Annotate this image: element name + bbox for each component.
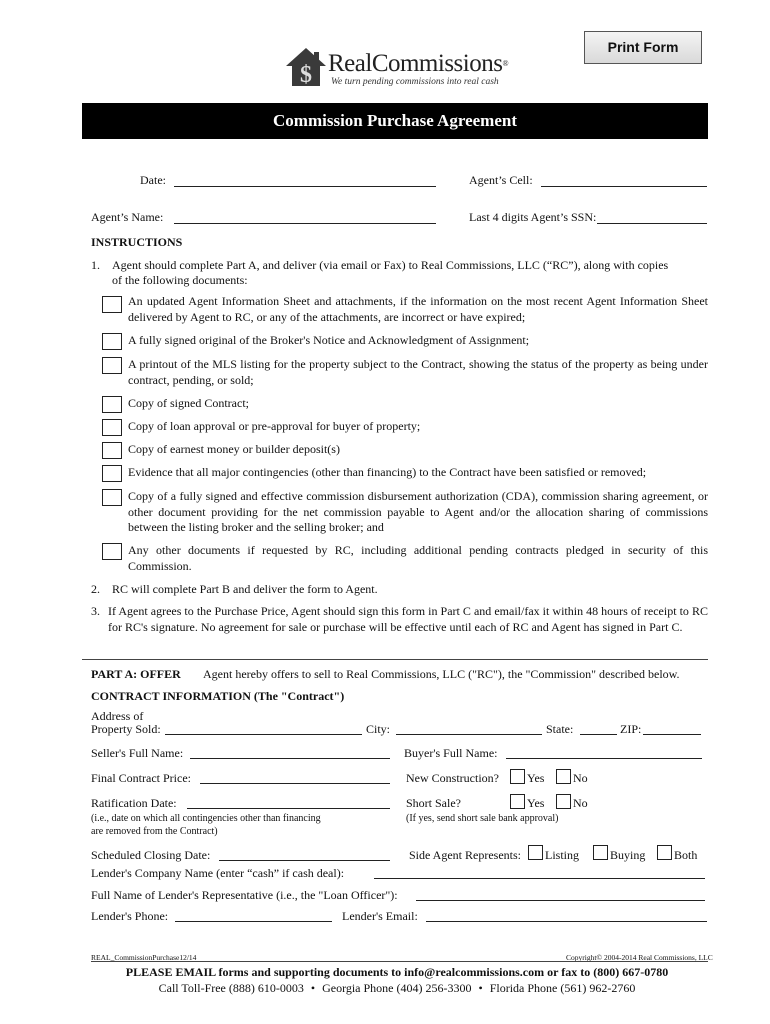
checkbox-earnest-money[interactable] (102, 442, 122, 459)
checklist-item: Any other documents if requested by RC, including additional pending contracts pledged in security of this Commission. (128, 543, 708, 573)
logo-brand: RealCommissions (328, 50, 503, 77)
lender-company-input[interactable] (374, 878, 705, 879)
short-sale-yes-checkbox[interactable] (510, 794, 525, 809)
svg-text:$: $ (300, 62, 312, 88)
buyer-label: Buyer's Full Name: (404, 746, 498, 760)
both-label: Both (674, 848, 698, 862)
lender-email-input[interactable] (426, 921, 707, 922)
item-1-number: 1. (91, 258, 100, 272)
short-sale-label: Short Sale? (406, 796, 461, 810)
ratification-note-line-2: are removed from the Contract) (91, 826, 218, 837)
short-sale-note: (If yes, send short sale bank approval) (406, 813, 559, 824)
checkbox-signed-contract[interactable] (102, 396, 122, 413)
date-label: Date: (140, 173, 166, 187)
state-input[interactable] (580, 734, 617, 735)
logo-tagline: We turn pending commissions into real cash (331, 77, 499, 87)
both-checkbox[interactable] (657, 845, 672, 860)
item-2-number: 2. (91, 582, 100, 596)
logo (284, 46, 514, 92)
price-label: Final Contract Price: (91, 771, 191, 785)
item-3-number: 3. (91, 604, 100, 618)
ssn-input[interactable] (597, 223, 707, 224)
divider (82, 659, 708, 660)
agents-cell-input[interactable] (541, 186, 707, 187)
ratification-input[interactable] (187, 808, 390, 809)
ssn-label: Last 4 digits Agent’s SSN: (469, 210, 597, 224)
closing-label: Scheduled Closing Date: (91, 848, 211, 862)
seller-label: Seller's Full Name: (91, 746, 184, 760)
georgia-phone: Georgia Phone (404) 256-3300 (322, 981, 472, 995)
agents-name-label: Agent’s Name: (91, 210, 164, 224)
instructions-heading: INSTRUCTIONS (91, 235, 183, 249)
seller-input[interactable] (190, 758, 390, 759)
checklist-item: Copy of earnest money or builder deposit(s) (128, 442, 340, 456)
house-dollar-icon (284, 46, 328, 88)
checkbox-agent-info-sheet[interactable] (102, 296, 122, 313)
closing-input[interactable] (219, 860, 390, 861)
ratification-note-line-1: (i.e., date on which all contingencies other than financing (91, 813, 321, 824)
loan-officer-label: Full Name of Lender's Representative (i.e., the "Loan Officer"): (91, 888, 398, 902)
agents-cell-label: Agent’s Cell: (469, 173, 533, 187)
buying-label: Buying (610, 848, 646, 862)
print-form-button[interactable]: Print Form (584, 31, 702, 64)
part-a-text: Agent hereby offers to sell to Real Commissions, LLC ("RC"), the "Commission" described below. (203, 667, 680, 681)
phone-numbers (82, 980, 712, 996)
page-title: Commission Purchase Agreement (82, 103, 708, 139)
listing-checkbox[interactable] (528, 845, 543, 860)
part-a-heading: PART A: OFFER (91, 667, 181, 681)
checklist-item: Evidence that all major contingencies (other than financing) to the Contract have been satisfied or removed; (128, 465, 647, 479)
item-1-line-1: Agent should complete Part A, and deliver (via email or Fax) to Real Commissions, LLC (“RC”), along with copies (112, 258, 669, 272)
buying-checkbox[interactable] (593, 845, 608, 860)
new-construction-no-label: No (573, 771, 588, 785)
bullet-separator: • (478, 981, 483, 995)
checkbox-mls-printout[interactable] (102, 357, 122, 374)
item-1-line-2: of the following documents: (112, 273, 248, 287)
checkbox-loan-approval[interactable] (102, 419, 122, 436)
email-instructions: PLEASE EMAIL forms and supporting documents to info@realcommissions.com or fax to (800) 667-0780 (125, 965, 669, 979)
checkbox-contingencies[interactable] (102, 465, 122, 482)
lender-phone-input[interactable] (175, 921, 332, 922)
listing-label: Listing (545, 848, 580, 862)
lender-phone-label: Lender's Phone: (91, 909, 169, 923)
checkbox-cda[interactable] (102, 489, 122, 506)
toll-free-phone: Call Toll-Free (888) 610-0003 (158, 981, 304, 995)
checklist-item: Copy of loan approval or pre-approval for buyer of property; (128, 419, 421, 433)
city-label: City: (366, 722, 391, 736)
new-construction-label: New Construction? (406, 771, 499, 785)
copyright: Copyright© 2004-2014 Real Commissions, LLC (566, 953, 713, 962)
new-construction-no-checkbox[interactable] (556, 769, 571, 784)
loan-officer-input[interactable] (416, 900, 705, 901)
side-agent-label: Side Agent Represents: (409, 848, 521, 862)
lender-company-label: Lender's Company Name (enter “cash” if cash deal): (91, 866, 345, 880)
short-sale-no-checkbox[interactable] (556, 794, 571, 809)
bullet-separator: • (310, 981, 316, 995)
item-2-text: RC will complete Part B and deliver the form to Agent. (112, 582, 378, 596)
address-label-line-1: Address of (91, 709, 144, 723)
zip-input[interactable] (643, 734, 701, 735)
footer-divider (91, 961, 708, 962)
new-construction-yes-checkbox[interactable] (510, 769, 525, 784)
checklist-item: A printout of the MLS listing for the property subject to the Contract, showing the status of the property as being under contract, pending, or sold; (128, 357, 708, 387)
lender-email-label: Lender's Email: (342, 909, 418, 923)
new-construction-yes-label: Yes (527, 771, 545, 785)
logo-registered: ® (502, 59, 509, 68)
address-input[interactable] (165, 734, 362, 735)
date-input[interactable] (174, 186, 436, 187)
short-sale-yes-label: Yes (527, 796, 545, 810)
contract-info-heading: CONTRACT INFORMATION (The "Contract") (91, 689, 345, 703)
checklist-item: Copy of a fully signed and effective commission disbursement authorization (CDA), commission sharing agreement, or other document providing for the net commission payable to Agent and/or the allocation sharing of commissions between the listing broker and the selling broker; and (128, 489, 708, 534)
price-input[interactable] (200, 783, 390, 784)
zip-label: ZIP: (620, 722, 642, 736)
checklist-item: Copy of signed Contract; (128, 396, 249, 410)
state-label: State: (546, 722, 574, 736)
item-3-text: If Agent agrees to the Purchase Price, Agent should sign this form in Part C and email/fax it within 48 hours of receipt to RC for RC's signature. No agreement for sale or purchase will be effective until each of RC and Agent has signed in Part C. (108, 604, 708, 634)
buyer-input[interactable] (506, 758, 702, 759)
checklist-item: A fully signed original of the Broker's Notice and Acknowledgment of Assignment; (128, 333, 530, 347)
form-id: REAL_CommissionPurchase12/14 (91, 953, 197, 962)
address-label-line-2: Property Sold: (91, 722, 161, 736)
short-sale-no-label: No (573, 796, 588, 810)
checklist-item: An updated Agent Information Sheet and attachments, if the information on the most recent Agent Information Sheet delivered by Agent to RC, or any of the attachments, are incorrect or have expired; (128, 294, 708, 324)
city-input[interactable] (396, 734, 542, 735)
ratification-label: Ratification Date: (91, 796, 177, 810)
checkbox-brokers-notice[interactable] (102, 333, 122, 350)
checkbox-other-documents[interactable] (102, 543, 122, 560)
agents-name-input[interactable] (174, 223, 436, 224)
florida-phone: Florida Phone (561) 962-2760 (489, 981, 636, 995)
